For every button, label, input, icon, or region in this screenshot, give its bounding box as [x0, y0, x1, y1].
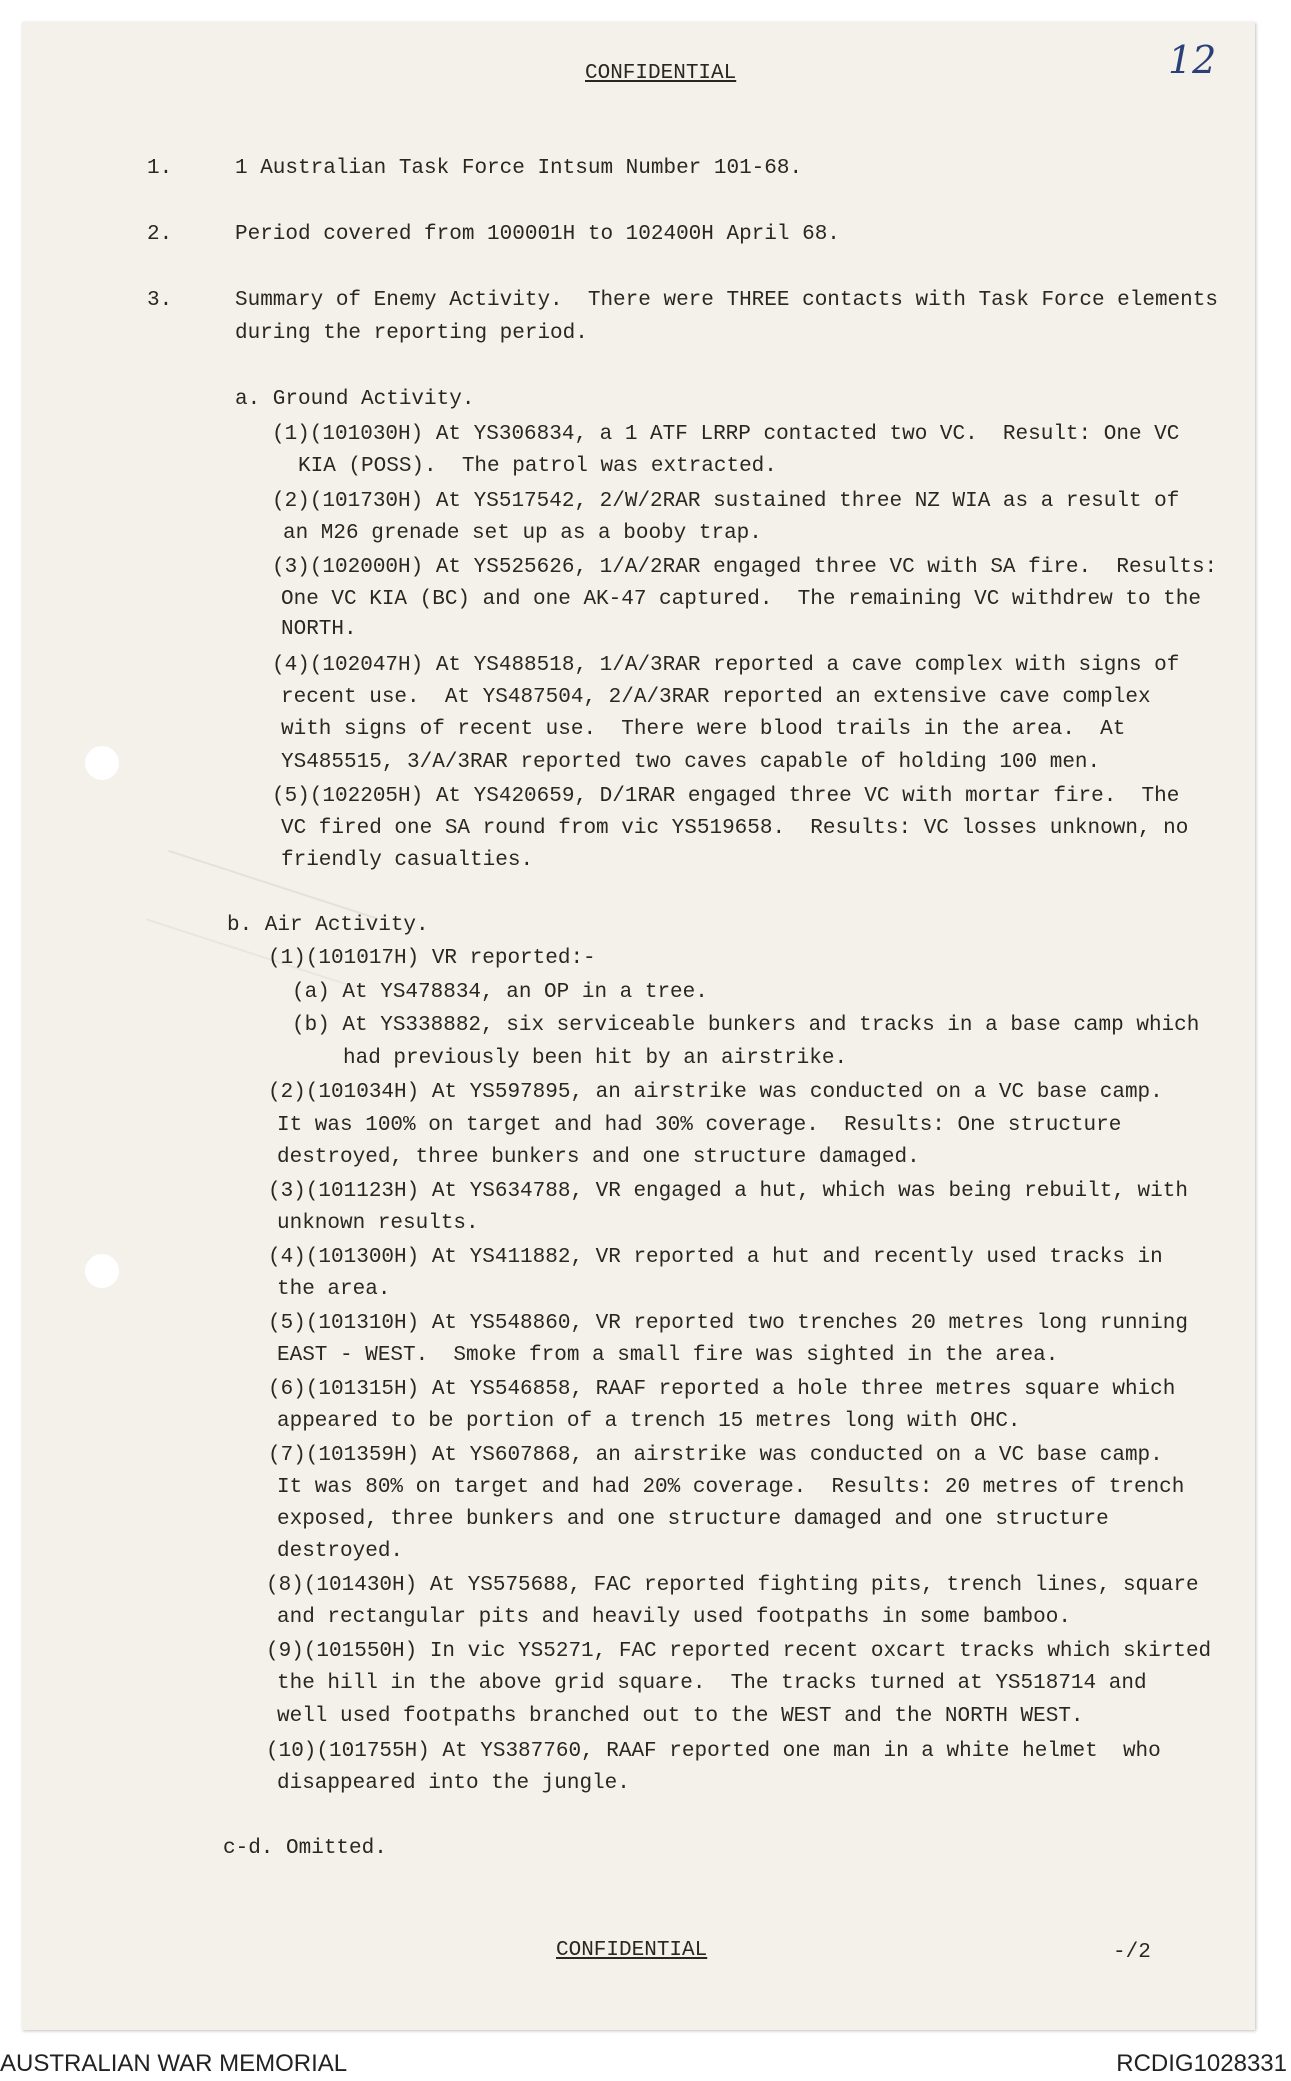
- ground-line: friendly casualties.: [281, 849, 534, 872]
- continuation-mark: -/2: [1113, 1941, 1151, 1964]
- archive-reference: RCDIG1028331: [1116, 2050, 1287, 2077]
- air-line: disappeared into the jungle.: [277, 1772, 630, 1795]
- classification-footer: CONFIDENTIAL: [556, 1939, 708, 1962]
- air-line: unknown results.: [277, 1212, 479, 1235]
- omitted-note: c-d. Omitted.: [223, 1837, 387, 1860]
- item-number: 2.: [147, 223, 173, 246]
- air-line: (7)(101359H) At YS607868, an airstrike was conducted on a VC base camp.: [268, 1444, 1163, 1467]
- archive-source: AUSTRALIAN WAR MEMORIAL: [0, 2050, 348, 2077]
- folio-number: 12: [1168, 38, 1217, 82]
- air-line: and rectangular pits and heavily used footpaths in some bamboo.: [277, 1606, 1071, 1629]
- ground-line: recent use. At YS487504, 2/A/3RAR reported an extensive cave complex: [281, 686, 1151, 709]
- air-line: (5)(101310H) At YS548860, VR reported two trenches 20 metres long running: [268, 1312, 1188, 1335]
- air-line: (2)(101034H) At YS597895, an airstrike was conducted on a VC base camp.: [268, 1081, 1163, 1104]
- item-text: Summary of Enemy Activity. There were THREE contacts with Task Force elements: [235, 289, 1218, 312]
- air-line: (3)(101123H) At YS634788, VR engaged a hut, which was being rebuilt, with: [268, 1180, 1188, 1203]
- punch-hole: [85, 1254, 119, 1288]
- item-text: Period covered from 100001H to 102400H April 68.: [235, 223, 840, 246]
- air-line: (1)(101017H) VR reported:-: [268, 947, 596, 970]
- ground-line: YS485515, 3/A/3RAR reported two caves capable of holding 100 men.: [281, 751, 1101, 774]
- air-line: appeared to be portion of a trench 15 metres long with OHC.: [277, 1410, 1021, 1433]
- ground-line: VC fired one SA round from vic YS519658. Results: VC losses unknown, no: [281, 817, 1189, 840]
- air-line: destroyed.: [277, 1540, 404, 1563]
- air-line: the area.: [277, 1278, 391, 1301]
- air-line: (9)(101550H) In vic YS5271, FAC reported recent oxcart tracks which skirted: [266, 1640, 1212, 1663]
- ground-line: an M26 grenade set up as a booby trap.: [283, 522, 762, 545]
- ground-line: One VC KIA (BC) and one AK-47 captured. The remaining VC withdrew to the: [281, 588, 1201, 611]
- ground-line: (3)(102000H) At YS525626, 1/A/2RAR engaged three VC with SA fire. Results:: [272, 556, 1218, 579]
- ground-line: with signs of recent use. There were blood trails in the area. At: [281, 718, 1126, 741]
- ground-line: (4)(102047H) At YS488518, 1/A/3RAR reported a cave complex with signs of: [272, 654, 1180, 677]
- ground-line: (2)(101730H) At YS517542, 2/W/2RAR sustained three NZ WIA as a result of: [272, 490, 1180, 513]
- ground-heading: a. Ground Activity.: [235, 388, 475, 411]
- air-line: (a) At YS478834, an OP in a tree.: [292, 981, 708, 1004]
- air-line: destroyed, three bunkers and one structure damaged.: [277, 1146, 920, 1169]
- air-line: (6)(101315H) At YS546858, RAAF reported a hole three metres square which: [268, 1378, 1176, 1401]
- ground-line: NORTH.: [281, 618, 357, 641]
- air-line: had previously been hit by an airstrike.: [343, 1047, 848, 1070]
- air-line: well used footpaths branched out to the WEST and the NORTH WEST.: [277, 1705, 1084, 1728]
- air-line: the hill in the above grid square. The tracks turned at YS518714 and: [277, 1672, 1147, 1695]
- punch-hole: [85, 746, 119, 780]
- air-line: It was 80% on target and had 20% coverage. Results: 20 metres of trench: [277, 1476, 1185, 1499]
- ground-line: (5)(102205H) At YS420659, D/1RAR engaged three VC with mortar fire. The: [272, 785, 1180, 808]
- air-line: (4)(101300H) At YS411882, VR reported a hut and recently used tracks in: [268, 1246, 1163, 1269]
- ground-line: KIA (POSS). The patrol was extracted.: [298, 455, 777, 478]
- air-line: (b) At YS338882, six serviceable bunkers and tracks in a base camp which: [292, 1014, 1200, 1037]
- air-line: EAST - WEST. Smoke from a small fire was sighted in the area.: [277, 1344, 1059, 1367]
- item-number: 3.: [147, 289, 173, 312]
- air-line: It was 100% on target and had 30% coverage. Results: One structure: [277, 1114, 1122, 1137]
- air-heading: b. Air Activity.: [227, 914, 429, 937]
- air-line: (8)(101430H) At YS575688, FAC reported fighting pits, trench lines, square: [266, 1574, 1199, 1597]
- air-line: (10)(101755H) At YS387760, RAAF reported one man in a white helmet who: [266, 1740, 1161, 1763]
- item-text: during the reporting period.: [235, 322, 588, 345]
- item-text: 1 Australian Task Force Intsum Number 101-68.: [235, 157, 803, 180]
- classification-header: CONFIDENTIAL: [585, 62, 737, 85]
- ground-line: (1)(101030H) At YS306834, a 1 ATF LRRP contacted two VC. Result: One VC: [272, 423, 1180, 446]
- air-line: exposed, three bunkers and one structure damaged and one structure: [277, 1508, 1109, 1531]
- item-number: 1.: [147, 157, 173, 180]
